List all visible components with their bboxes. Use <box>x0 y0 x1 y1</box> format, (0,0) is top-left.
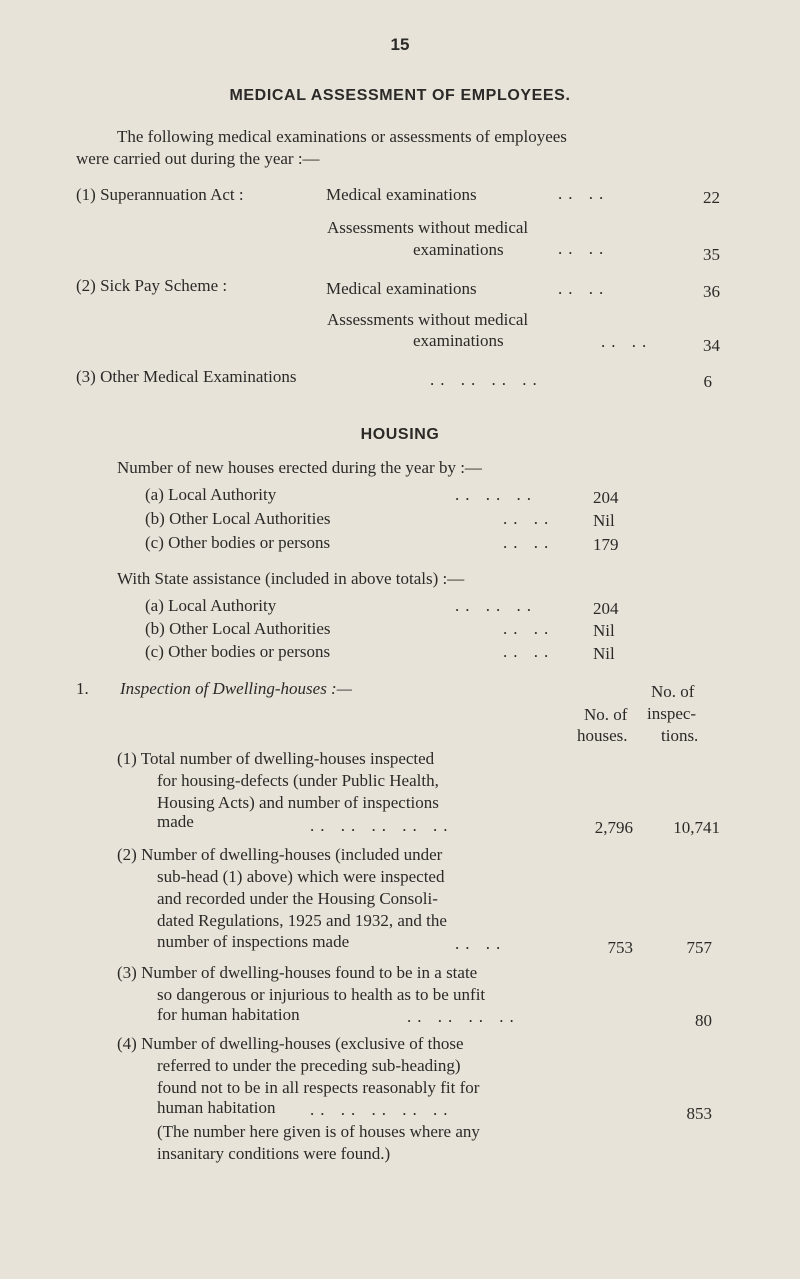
inspection-heading-number: 1. <box>76 679 89 698</box>
state-assist-value: 204 <box>593 599 619 618</box>
item-2-houses-value: 753 <box>607 938 633 957</box>
leader-dots: .. .. <box>503 642 555 661</box>
col-inspections-header-c: tions. <box>661 726 699 745</box>
page-number: 15 <box>390 35 410 54</box>
leader-dots: .. .. <box>558 239 610 258</box>
inspection-heading: Inspection of Dwelling-houses :— <box>120 679 352 698</box>
other-medical-value: 6 <box>703 372 712 391</box>
inspection-item-2-line: (2) Number of dwelling-houses (included under <box>117 845 443 864</box>
state-assist-item: (b) Other Local Authorities <box>145 619 331 638</box>
col-houses-header-a: No. of <box>584 705 628 724</box>
inspection-item-4-line: referred to under the preceding sub-heading) <box>157 1056 461 1075</box>
state-assist-intro: With State assistance (included in above totals) :— <box>117 569 465 588</box>
leader-dots: .. .. <box>601 332 653 351</box>
inspection-item-4-note: (The number here given is of houses where any <box>157 1122 480 1141</box>
superannuation-label: (1) Superannuation Act : <box>76 185 244 204</box>
col-houses-header-b: houses. <box>577 726 628 745</box>
leader-dots: .. .. <box>558 279 610 298</box>
inspection-item-2-line: and recorded under the Housing Consoli- <box>157 889 438 908</box>
sick-pay-medical-value: 36 <box>703 282 720 301</box>
inspection-item-1-line: for housing-defects (under Public Health, <box>157 771 439 790</box>
superannuation-medical-label: Medical examinations <box>326 185 477 204</box>
state-assist-value: Nil <box>593 644 615 663</box>
new-houses-intro: Number of new houses erected during the year by :— <box>117 458 482 477</box>
inspection-item-2-line: sub-head (1) above) which were inspected <box>157 867 445 886</box>
medical-intro-line2: were carried out during the year :— <box>76 149 320 168</box>
item-3-value: 80 <box>695 1011 712 1030</box>
new-houses-item: (b) Other Local Authorities <box>145 509 331 528</box>
new-houses-value: 179 <box>593 535 619 554</box>
col-inspections-header-b: inspec- <box>647 704 697 723</box>
leader-dots: .. .. .. .. <box>430 370 543 389</box>
leader-dots: .. .. <box>455 934 507 953</box>
other-medical-label: (3) Other Medical Examinations <box>76 367 297 386</box>
leader-dots: .. .. .. <box>455 485 537 504</box>
new-houses-item: (c) Other bodies or persons <box>145 533 331 552</box>
leader-dots: .. .. <box>558 184 610 203</box>
inspection-item-3-line: (3) Number of dwelling-houses found to be in a state <box>117 963 478 982</box>
inspection-item-4-line: human habitation <box>157 1098 276 1117</box>
inspection-item-3-line: so dangerous or injurious to health as to be unfit <box>157 985 486 1004</box>
item-4-value: 853 <box>686 1104 712 1123</box>
state-assist-item: (a) Local Authority <box>145 596 277 615</box>
medical-intro-line1: The following medical examinations or assessments of employees <box>117 127 567 146</box>
sick-pay-medical-label: Medical examinations <box>326 279 477 298</box>
item-1-houses-value: 2,796 <box>594 818 633 837</box>
sick-pay-label: (2) Sick Pay Scheme : <box>76 276 228 295</box>
sick-pay-assess-value: 34 <box>703 336 720 355</box>
superannuation-medical-value: 22 <box>703 188 720 207</box>
superannuation-assess-label-b: examinations <box>413 240 504 259</box>
inspection-item-2-line: dated Regulations, 1925 and 1932, and the <box>157 911 447 930</box>
leader-dots: .. .. .. .. .. <box>310 816 454 835</box>
inspection-item-4-line: found not to be in all respects reasonably fit for <box>157 1078 480 1097</box>
inspection-item-2-line: number of inspections made <box>157 932 350 951</box>
leader-dots: .. .. .. .. .. <box>310 1100 454 1119</box>
inspection-item-4-note: insanitary conditions were found.) <box>157 1144 391 1163</box>
leader-dots: .. .. .. .. <box>407 1007 520 1026</box>
state-assist-item: (c) Other bodies or persons <box>145 642 331 661</box>
new-houses-value: 204 <box>593 488 619 507</box>
inspection-item-1-line: (1) Total number of dwelling-houses inspected <box>117 749 435 768</box>
leader-dots: .. .. <box>503 533 555 552</box>
leader-dots: .. .. .. <box>455 596 537 615</box>
medical-title: MEDICAL ASSESSMENT OF EMPLOYEES. <box>229 87 571 104</box>
sick-pay-assess-label-a: Assessments without medical <box>327 310 529 329</box>
item-1-inspections-value: 10,741 <box>673 818 720 837</box>
state-assist-value: Nil <box>593 621 615 640</box>
leader-dots: .. .. <box>503 509 555 528</box>
inspection-item-3-line: for human habitation <box>157 1005 300 1024</box>
inspection-item-4-line: (4) Number of dwelling-houses (exclusive of those <box>117 1034 464 1053</box>
housing-title: HOUSING <box>360 426 440 443</box>
item-2-inspections-value: 757 <box>686 938 712 957</box>
leader-dots: .. .. <box>503 619 555 638</box>
new-houses-item: (a) Local Authority <box>145 485 277 504</box>
inspection-item-1-line: Housing Acts) and number of inspections <box>157 793 439 812</box>
sick-pay-assess-label-b: examinations <box>413 331 504 350</box>
superannuation-assess-value: 35 <box>703 245 720 264</box>
col-inspections-header-a: No. of <box>651 682 695 701</box>
superannuation-assess-label-a: Assessments without medical <box>327 218 529 237</box>
inspection-item-1-line: made <box>157 812 194 831</box>
new-houses-value: Nil <box>593 511 615 530</box>
